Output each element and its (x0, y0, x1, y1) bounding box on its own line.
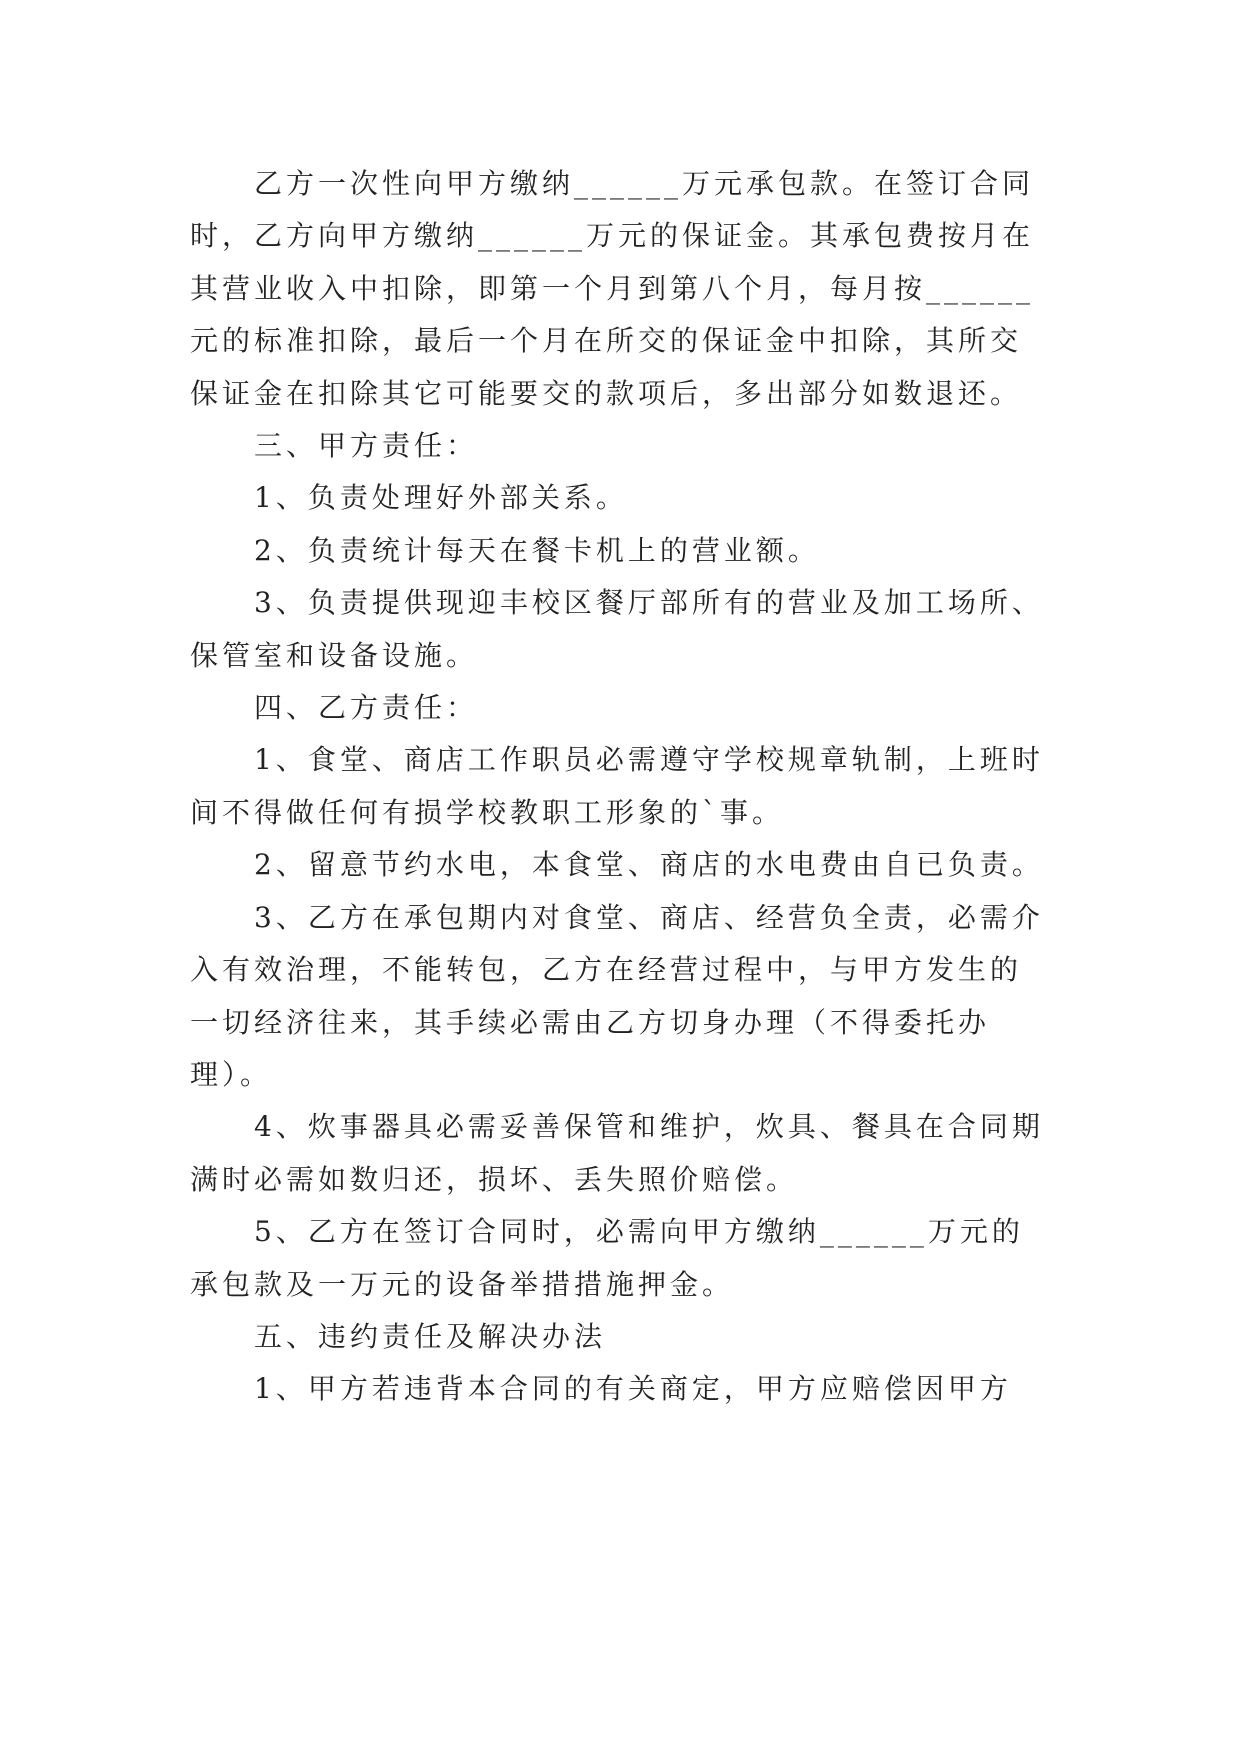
heading-party-b-duties: 四、乙方责任： (254, 691, 479, 725)
paragraph-b-duty-4: 4、炊事器具必需妥善保管和维护，炊具、餐具在合同期满时必需如数归还，损坏、丢失照价赔偿。 (190, 1110, 1044, 1196)
paragraph-b-duty-3: 3、乙方在承包期内对食堂、商店、经营负全责，必需介入有效治理，不能转包，乙方在经营过程中，与甲方发生的一切经济往来，其手续必需由乙方切身办理（不得委托办理）。 (190, 900, 1044, 1091)
paragraph-b-duty-5: 5、乙方在签订合同时，必需向甲方缴纳______万元的承包款及一万元的设备举措措施押金。 (190, 1215, 1024, 1301)
paragraph-a-duty-1: 1、负责处理好外部关系。 (254, 481, 628, 515)
paragraph-breach-1: 1、甲方若违背本合同的有关商定，甲方应赔偿因甲方 (254, 1372, 1012, 1406)
paragraph-b-duty-1: 1、食堂、商店工作职员必需遵守学校规章轨制，上班时间不得做任何有损学校教职工形象的`事。 (190, 743, 1044, 829)
document-body (190, 158, 1052, 1416)
paragraph-a-duty-2: 2、负责统计每天在餐卡机上的营业额。 (254, 533, 820, 567)
paragraph-a-duty-3: 3、负责提供现迎丰校区餐厅部所有的营业及加工场所、保管室和设备设施。 (190, 586, 1044, 672)
heading-breach-liability: 五、违约责任及解决办法 (254, 1319, 607, 1353)
paragraph-b-duty-2: 2、留意节约水电，本食堂、商店的水电费由自已负责。 (254, 848, 1044, 882)
heading-party-a-duties: 三、甲方责任： (254, 429, 479, 463)
paragraph-payment-terms: 乙方一次性向甲方缴纳______万元承包款。在签订合同时，乙方向甲方缴纳______万元的保证金。其承包费按月在其营业收入中扣除，即第一个月到第八个月，每月按______元的标准扣除，最后一个月在所交的保证金中扣除，其所交保证金在扣除其它可能要交的款项后，多出部分如数退还。 (190, 167, 1035, 410)
